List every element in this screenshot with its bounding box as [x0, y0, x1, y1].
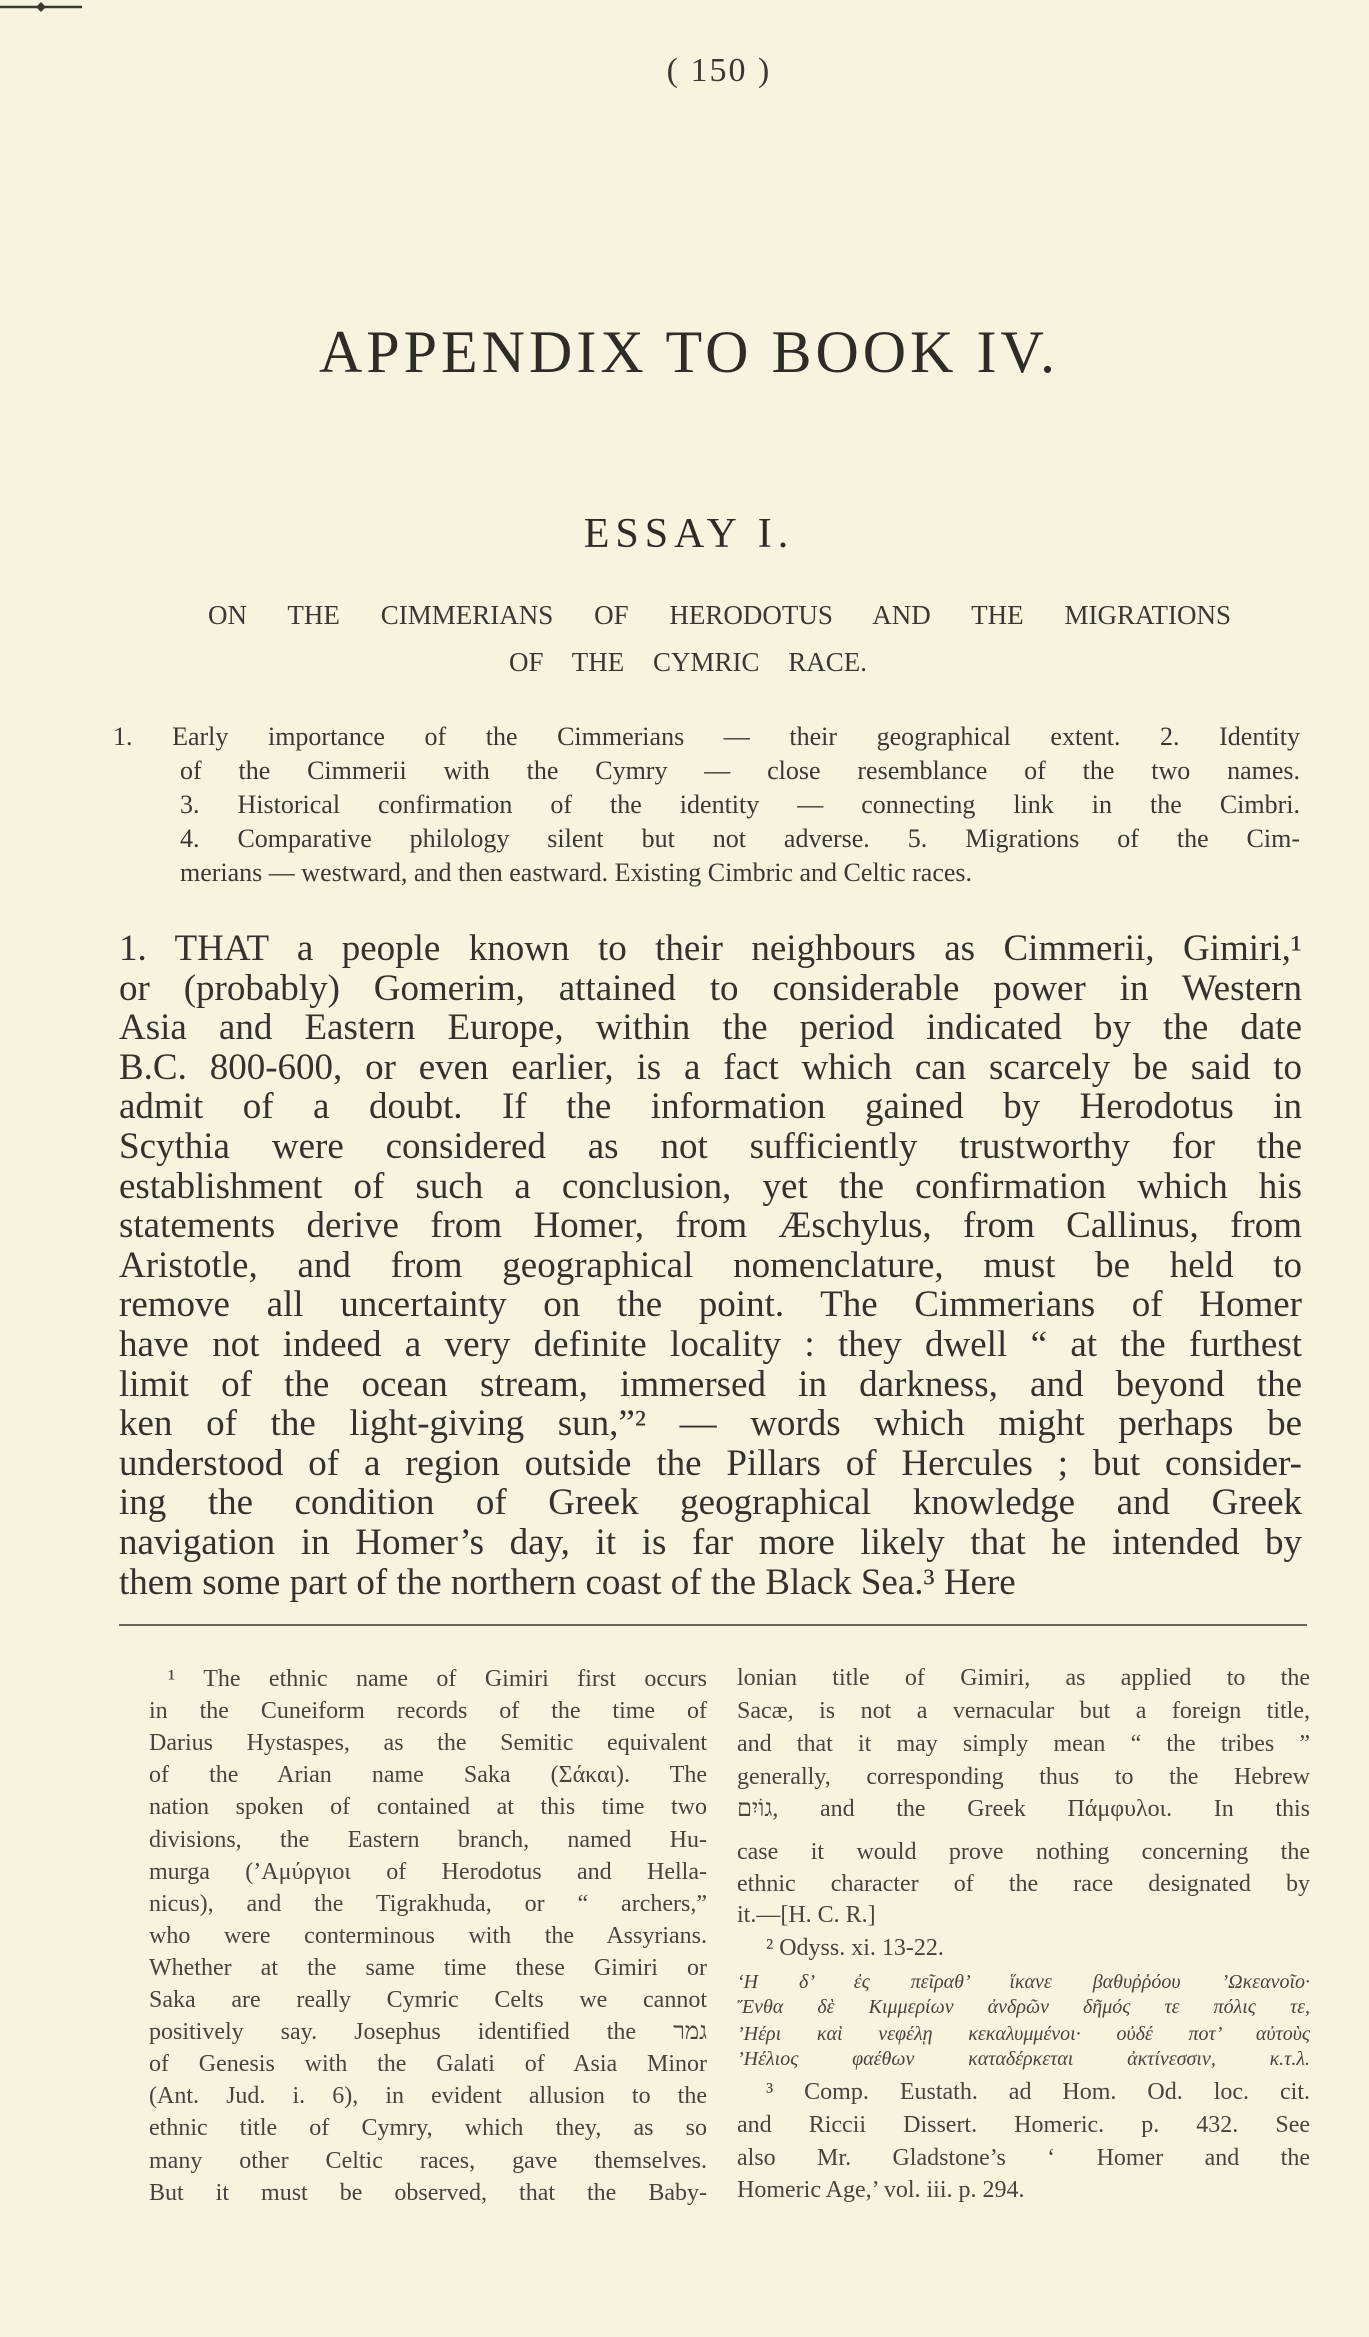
footnote-line: Ἔνθα δὲ Κιμμερίων ἀνδρῶν δῆμός τε πόλις τε,: [737, 1996, 1310, 2018]
footnote-line: lonian title of Gimiri, as applied to the: [737, 1665, 1310, 1691]
footnote-line: ethnic title of Cymry, which they, as so: [149, 2115, 707, 2142]
footnote-line: who were conterminous with the Assyrians.: [149, 1922, 707, 1949]
paragraph-line: B.C. 800-600, or even earlier, is a fact which can scarcely be said to: [119, 1046, 1302, 1088]
footnote-line: many other Celtic races, gave themselves.: [149, 2147, 707, 2174]
footnote-line: it.—[H. C. R.]: [737, 1902, 876, 1928]
footnote-line: ¹ The ethnic name of Gimiri first occurs: [168, 1666, 707, 1692]
footnote-line: Saka are really Cymric Celts we cannot: [149, 1987, 707, 2013]
footnote-line: ’Ηέλιος φαέθων καταδέρκεται ἀκτίνεσσιν, κ.τ.λ.: [737, 2048, 1310, 2070]
footnote-line: Homeric Age,’ vol. iii. p. 294.: [737, 2177, 1025, 2203]
footnote-line: (Ant. Jud. i. 6), in evident allusion to the: [149, 2083, 707, 2110]
footnote-line: divisions, the Eastern branch, named Hu-: [149, 1826, 707, 1853]
paragraph-line: understood of a region outside the Pillars of Hercules ; but consider-: [119, 1442, 1302, 1484]
footnote-line: Whether at the same time these Gimiri or: [149, 1954, 707, 1981]
essay-heading: ESSAY I.: [583, 511, 795, 557]
page-title: APPENDIX TO BOOK IV.: [318, 319, 1060, 385]
paragraph-line: admit of a doubt. If the information gained by Herodotus in: [119, 1086, 1302, 1128]
paragraph-line: ing the condition of Greek geographical knowledge and Greek: [119, 1482, 1302, 1524]
paragraph-line: navigation in Homer’s day, it is far more likely that he intended by: [119, 1522, 1302, 1563]
footnote-line: case it would prove nothing concerning the: [737, 1839, 1310, 1865]
essay-subtitle-line: ON THE CIMMERIANS OF HERODOTUS AND THE MIGRATIONS: [208, 600, 1231, 630]
footnote-line: But it must be observed, that the Baby-: [149, 2179, 707, 2206]
summary-line: 1. Early importance of the Cimmerians — their geographical extent. 2. Identity: [113, 722, 1300, 751]
footnote-line: of the Arian name Saka (Σάκαι). The: [149, 1762, 707, 1789]
page-number: ( 150 ): [666, 52, 772, 89]
footnote-line: Sacæ, is not a vernacular but a foreign title,: [737, 1698, 1310, 1724]
paragraph-line: remove all uncertainty on the point. The Cimmerians of Homer: [119, 1284, 1302, 1326]
footnote-line: in the Cuneiform records of the time of: [149, 1698, 707, 1725]
summary-line: 4. Comparative philology silent but not adverse. 5. Migrations of the Cim-: [180, 824, 1300, 853]
paragraph-line: Aristotle, and from geographical nomenclature, must be held to: [119, 1244, 1302, 1286]
summary-line: of the Cimmerii with the Cymry — close resemblance of the two names.: [180, 756, 1300, 785]
footnote-line: generally, corresponding thus to the Hebrew: [737, 1764, 1310, 1790]
summary-line: merians — westward, and then eastward. Existing Cimbric and Celtic races.: [180, 858, 973, 887]
paragraph-line: Scythia were considered as not sufficiently trustworthy for the: [119, 1126, 1302, 1167]
footnote-line: Darius Hystaspes, as the Semitic equivalent: [149, 1730, 707, 1757]
essay-subtitle-line: OF THE CYMRIC RACE.: [509, 647, 867, 677]
footnote-divider: [119, 1624, 1307, 1626]
footnote-line: ‘Η δ’ ἐς πεῖραθ’ ἵκανε βαθυῤῥόου ’Ωκεανοῖο·: [737, 1971, 1310, 1993]
footnote-line: positively say. Josephus identified the גמר: [149, 2019, 707, 2046]
footnote-line: nicus), and the Tigrakhuda, or “ archers,”: [149, 1890, 707, 1917]
footnote-line: and that it may simply mean “ the tribes ”: [737, 1731, 1310, 1757]
summary-line: 3. Historical confirmation of the identity — connecting link in the Cimbri.: [180, 790, 1300, 819]
footnote-line: also Mr. Gladstone’s ‘ Homer and the: [737, 2145, 1310, 2171]
paragraph-line: have not indeed a very definite locality : they dwell “ at the furthest: [119, 1324, 1302, 1365]
paragraph-line: 1. THAT a people known to their neighbours as Cimmerii, Gimiri,¹: [119, 928, 1302, 969]
paragraph-line: or (probably) Gomerim, attained to considerable power in Western: [119, 967, 1302, 1009]
ornament-divider-icon: [0, 0, 82, 14]
paragraph-line: them some part of the northern coast of the Black Sea.³ Here: [119, 1561, 1016, 1603]
footnote-line: of Genesis with the Galati of Asia Minor: [149, 2051, 707, 2078]
paragraph-line: statements derive from Homer, from Æschylus, from Callinus, from: [119, 1205, 1302, 1247]
footnote-line: ³ Comp. Eustath. ad Hom. Od. loc. cit.: [766, 2079, 1310, 2105]
footnote-line: murga (’Αμύργιοι of Herodotus and Hella-: [149, 1858, 707, 1885]
paragraph-line: Asia and Eastern Europe, within the period indicated by the date: [119, 1007, 1302, 1049]
paragraph-line: limit of the ocean stream, immersed in darkness, and beyond the: [119, 1363, 1302, 1405]
footnote-line: nation spoken of contained at this time two: [149, 1794, 707, 1821]
footnote-line: ’Ηέρι καὶ νεφέλῃ κεκαλυμμένοι· οὐδέ ποτ’ αὐτοὺς: [737, 2023, 1310, 2045]
footnote-line: גוֹיִם, and the Greek Πάμφυλοι. In this: [737, 1796, 1310, 1822]
paragraph-line: establishment of such a conclusion, yet the confirmation which his: [119, 1165, 1302, 1207]
footnote-line: ² Odyss. xi. 13-22.: [766, 1935, 944, 1961]
footnote-line: and Riccii Dissert. Homeric. p. 432. See: [737, 2112, 1310, 2138]
footnote-line: ethnic character of the race designated by: [737, 1871, 1310, 1897]
paragraph-line: ken of the light-giving sun,”² — words which might perhaps be: [119, 1403, 1302, 1445]
